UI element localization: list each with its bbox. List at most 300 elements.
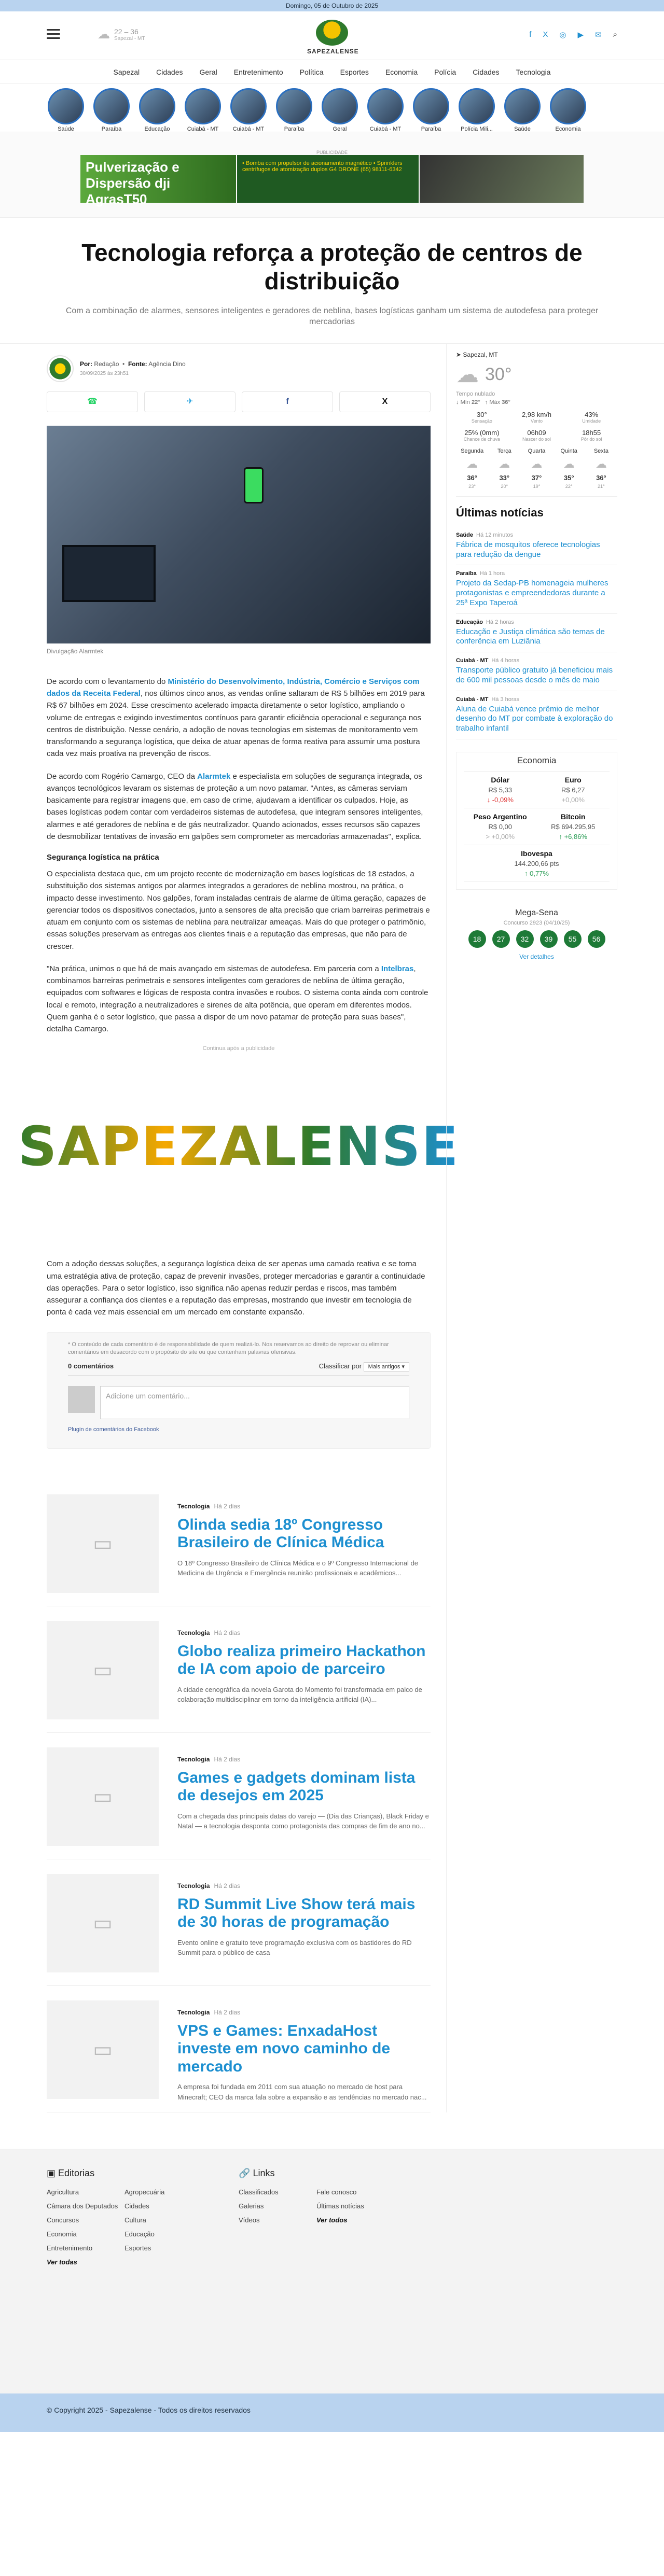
copyright-text: © Copyright 2025 - Sapezalense - Todos os direitos reservados	[47, 2405, 251, 2414]
related-time: Há 2 dias	[214, 1882, 241, 1889]
inline-ad-logo: SAPEZALENSE	[18, 1115, 460, 1179]
economy-title: Economia	[517, 755, 557, 765]
instagram-icon[interactable]: ◎	[559, 31, 566, 39]
story-label: Cuiabá - MT	[369, 126, 402, 132]
related-time: Há 2 dias	[214, 1755, 241, 1763]
weather-stat-label: Chance de chuva	[463, 436, 500, 442]
story-item[interactable]	[366, 88, 405, 132]
related-meta	[177, 1503, 431, 1510]
nav-item[interactable]: Esportes	[340, 67, 369, 76]
story-label: Paraíba	[284, 126, 305, 132]
cloud-icon: ☁	[499, 457, 510, 470]
economy-value: R$ 0,00	[488, 822, 513, 831]
link-alarmtek[interactable]: Alarmtek	[197, 772, 231, 781]
comment-box	[68, 1386, 409, 1419]
laptop-shape	[62, 545, 156, 602]
related-title[interactable]: Games e gadgets dominam lista de desejos em 2025	[177, 1769, 416, 1804]
latest-title[interactable]: Fábrica de mosquitos oferece tecnologias para redução da dengue	[456, 540, 600, 559]
nav-item[interactable]: Cidades	[156, 67, 183, 76]
lottery-ball: 27	[492, 930, 510, 948]
story-label: Polícia Mili...	[461, 126, 493, 132]
site-logo[interactable]	[307, 20, 357, 55]
forecast-day	[585, 448, 617, 489]
forecast-day-name: Segunda	[461, 447, 484, 454]
cloud-icon: ☁	[456, 361, 479, 387]
related-category: Tecnologia	[177, 1502, 210, 1510]
related-item[interactable]	[47, 1606, 431, 1733]
source-name: Agência Dino	[148, 360, 186, 368]
share-bar	[47, 391, 431, 412]
weather-stat	[511, 429, 563, 442]
sidebar	[446, 344, 617, 2112]
economy-item	[464, 772, 537, 808]
latest-time: Há 2 horas	[486, 619, 514, 625]
story-item[interactable]	[229, 88, 268, 132]
author-name: Redação	[94, 360, 119, 368]
ad-banner-g4drone[interactable]: • Bomba com propulsor de acionamento magnético • Sprinklers centrífugos de atomização duplos G4 DRONE (65) 98111-6342	[237, 155, 419, 203]
forecast-max: 36°	[467, 473, 477, 482]
related-excerpt: A empresa foi fundada em 2011 com sua atuação no mercado de host para Minecraft; CEO da marca fala sobre a expansão e as tendências no mercado nac...	[177, 2083, 427, 2101]
article-column	[18, 344, 460, 2112]
latest-category: Cuiabá - MT	[456, 696, 489, 703]
story-thumb	[459, 88, 495, 124]
header-temp-min: 22	[114, 27, 122, 36]
economy-item	[464, 808, 537, 845]
article-photo	[47, 426, 431, 643]
economy-item	[537, 772, 610, 808]
facebook-icon[interactable]: f	[529, 30, 532, 39]
story-thumb	[504, 88, 541, 124]
forecast-day	[488, 448, 520, 489]
latest-time: Há 12 minutos	[476, 531, 513, 538]
story-thumb	[139, 88, 175, 124]
content-wrap	[0, 343, 664, 2112]
paragraph-2	[47, 771, 431, 843]
links-title-text: Links	[253, 2167, 275, 2178]
weather-forecast	[456, 448, 617, 489]
related-time: Há 2 dias	[214, 2008, 241, 2016]
weather-city: ➤ Sapezal, MT	[456, 351, 498, 358]
latest-title[interactable]: Transporte público gratuito já beneficiou mais de 600 mil pessoas desde o mês de maio	[456, 666, 613, 684]
current-date: Domingo, 05 de Outubro de 2025	[285, 2, 379, 9]
story-thumb	[367, 88, 404, 124]
sort-select[interactable]: Mais antigos ▾	[364, 1362, 409, 1371]
story-label: Geral	[333, 126, 347, 132]
latest-time: Há 3 horas	[491, 696, 520, 703]
weather-now	[456, 361, 617, 388]
comments-count: 0 comentários	[68, 1362, 114, 1370]
forecast-day-name: Quinta	[560, 447, 577, 454]
weather-stat	[565, 429, 617, 442]
forecast-max: 35°	[563, 473, 574, 482]
related-meta	[177, 1756, 431, 1763]
header-weather[interactable]: ☁ 22 – 36 Sapezal - MT	[98, 27, 145, 41]
weather-stat-value: 18h55	[582, 428, 601, 437]
menu-icon[interactable]	[47, 29, 60, 39]
forecast-max: 37°	[531, 473, 542, 482]
footer-editoria-link[interactable]: Economia	[47, 2230, 77, 2238]
source-label: Fonte:	[128, 360, 147, 368]
weather-stat-label: Nascer do sol	[522, 436, 551, 442]
weather-stat-label: Umidade	[582, 418, 601, 424]
related-category: Tecnologia	[177, 1629, 210, 1636]
weather-stats	[456, 411, 617, 442]
weather-stat-value: 06h09	[527, 428, 546, 437]
story-label: Paraíba	[421, 126, 441, 132]
story-item[interactable]	[184, 88, 222, 132]
weather-stat-value: 2,98 km/h	[521, 410, 552, 418]
main-nav	[0, 60, 664, 84]
lottery-ball: 18	[468, 930, 486, 948]
economy-grid	[464, 771, 610, 882]
image-placeholder-icon: ▭	[47, 2000, 159, 2099]
article-subtitle: Com a combinação de alarmes, sensores inteligentes e geradores de neblina, bases logísticas ganham um sistema de autodefesa para proteger mercadorias	[65, 306, 599, 327]
latest-time: Há 1 hora	[479, 570, 505, 577]
related-text	[177, 2000, 431, 2101]
forecast-min: 20°	[501, 483, 508, 489]
forecast-day	[553, 448, 585, 489]
forecast-min: 21°	[597, 483, 605, 489]
article-header	[0, 218, 664, 343]
cloud-icon: ☁	[563, 457, 575, 470]
weather-temp: 30°	[485, 364, 512, 384]
footer-editoria-link[interactable]: Cultura	[125, 2216, 146, 2224]
forecast-day	[456, 448, 488, 489]
image-placeholder-icon: ▭	[47, 1874, 159, 1972]
footer-editoria-link[interactable]: Agricultura	[47, 2188, 79, 2196]
footer-editoria-link[interactable]: Cidades	[125, 2202, 149, 2210]
max-value: 36°	[502, 399, 510, 405]
paragraph-3: O especialista destaca que, em um projeto recente de modernização em bases logísticas de 18 estados, a substituição dos sistemas antigos por alarmes integrados a geradores de neblina mostrou, na prática, o impacto desse investimento. Nos galpões, foram instaladas centrais de alarme de última geração, capazes de gerenciar todos os dispositivos conectados, junto a sensores de alta precisão que criam barreiras perimetrais e atuam em conjunto com os sistemas de neblina para neutralizar ameaças. Mais do que proteger o patrimônio, essas soluções preservam as entregas aos clientes finais e a reputação das empresas, que não para de crescer.	[47, 870, 430, 951]
author-avatar	[47, 355, 74, 382]
min-label: Mín	[460, 399, 470, 405]
lottery-ball: 56	[588, 930, 605, 948]
economy-name: Bitcoin	[561, 812, 586, 821]
story-label: Educação	[144, 126, 170, 132]
related-time: Há 2 dias	[214, 1629, 241, 1636]
by-label: Por:	[80, 360, 92, 368]
related-item[interactable]	[47, 1859, 431, 1986]
link-intelbras[interactable]: Intelbras	[381, 964, 414, 973]
story-label: Cuiabá - MT	[232, 126, 265, 132]
latest-category: Paraíba	[456, 570, 477, 577]
comments-section	[47, 1332, 431, 1449]
latest-meta	[456, 532, 617, 538]
economy-value: 144.200,66 pts	[514, 859, 559, 867]
nav-item[interactable]: Política	[299, 67, 324, 76]
related-item[interactable]	[47, 1733, 431, 1859]
story-item[interactable]	[138, 88, 176, 132]
story-label: Economia	[555, 126, 581, 132]
weather-stat-value: 43%	[585, 410, 599, 418]
nav-item[interactable]: Economia	[385, 67, 418, 76]
max-label: Máx	[489, 399, 501, 405]
nav-item[interactable]: Geral	[199, 67, 217, 76]
story-item[interactable]	[458, 88, 496, 132]
weather-minmax: ↓ Mín 22° ↑ Máx 36°	[456, 399, 510, 405]
economy-item	[464, 845, 610, 882]
nav-item[interactable]: Entretenimento	[233, 67, 283, 76]
search-icon[interactable]: ⌕	[613, 30, 617, 39]
economy-value: R$ 5,33	[488, 786, 513, 794]
related-category: Tecnologia	[177, 1882, 210, 1889]
article-body	[18, 676, 460, 1319]
footer-editoria-link[interactable]: Esportes	[125, 2244, 151, 2252]
nav-item[interactable]: Sapezal	[113, 67, 140, 76]
min-value: 22°	[471, 399, 480, 405]
site-header	[0, 11, 664, 60]
weather-stat	[456, 411, 508, 424]
story-thumb	[550, 88, 586, 124]
story-thumb	[230, 88, 267, 124]
nav-item[interactable]: Cidades	[473, 67, 500, 76]
story-thumb	[93, 88, 130, 124]
related-excerpt: Com a chegada das principais datas do varejo — (Dia das Crianças), Black Friday e Natal — a tecnologia desponta como protagonista das compras de fim de ano no...	[177, 1812, 429, 1830]
share-facebook-button[interactable]: f	[242, 391, 333, 412]
link-ministerio[interactable]: Ministério do Desenvolvimento, Indústria, Comércio e Serviços com dados da Receita Federal	[47, 677, 420, 698]
footer-link[interactable]: Fale conosco	[316, 2188, 357, 2196]
story-item[interactable]	[549, 88, 587, 132]
section-heading: Segurança logística na prática	[47, 853, 159, 862]
footer-link[interactable]: Classificados	[239, 2188, 279, 2196]
top-date-bar	[0, 0, 664, 11]
forecast-max: 36°	[596, 473, 606, 482]
lottery-ball: 39	[540, 930, 558, 948]
weather-stat-value: 25% (0mm)	[464, 428, 500, 437]
footer-editoria-link[interactable]: Educação	[125, 2230, 155, 2238]
copyright-bar	[0, 2393, 664, 2432]
image-placeholder-icon: ▭	[47, 1747, 159, 1846]
related-title[interactable]: VPS e Games: EnxadaHost investe em novo caminho de mercado	[177, 2022, 391, 2075]
footer-editoria-link[interactable]: Concursos	[47, 2216, 79, 2224]
footer-links	[239, 2168, 431, 2266]
story-label: Paraíba	[101, 126, 122, 132]
related-excerpt: O 18º Congresso Brasileiro de Clínica Médica e o 9º Congresso Internacional de Medicina de Urgência e Emergência reunirão profissionais e acadêmicos...	[177, 1559, 419, 1577]
related-excerpt: A cidade cenográfica da novela Garota do Momento foi transformada em palco de colaboração multidisciplinar em torno da inteligência artificial (IA)...	[177, 1685, 422, 1703]
paragraph-4	[47, 963, 431, 1035]
latest-title[interactable]: Aluna de Cuiabá vence prêmio de melhor desenho do MT por combate à exploração do trabalho infantil	[456, 704, 613, 733]
logo-badge-icon	[316, 20, 348, 46]
latest-item[interactable]	[456, 691, 617, 739]
lottery-ball: 55	[564, 930, 582, 948]
publish-datetime: 30/09/2025 às 23h51	[80, 371, 129, 377]
forecast-day-name: Terça	[497, 447, 511, 454]
related-item[interactable]	[47, 1986, 431, 2112]
lottery-details-link[interactable]: Ver detalhes	[519, 953, 554, 960]
image-placeholder-icon: ▭	[47, 1494, 159, 1593]
economy-value: R$ 6,27	[561, 786, 585, 794]
story-item[interactable]	[503, 88, 542, 132]
editorias-icon: ▣	[47, 2167, 56, 2178]
economy-change: +0,00%	[561, 795, 585, 804]
ad-banner-drone-photo[interactable]	[420, 155, 584, 203]
latest-category: Saúde	[456, 531, 474, 538]
story-item[interactable]	[275, 88, 313, 132]
related-text	[177, 1494, 431, 1591]
lottery-ball: 32	[516, 930, 534, 948]
related-category: Tecnologia	[177, 1755, 210, 1763]
image-placeholder-icon: ▭	[47, 1621, 159, 1719]
inline-ad[interactable]	[18, 1056, 460, 1237]
photo-caption: Divulgação Alarmtek	[47, 647, 104, 655]
latest-category: Educação	[456, 619, 483, 625]
latest-title[interactable]: Projeto da Sedap-PB homenageia mulheres protagonistas e empreendedoras durante a 25ª Expo Taperoá	[456, 579, 608, 607]
cloud-icon: ☁	[531, 457, 543, 470]
story-label: Cuiabá - MT	[187, 126, 219, 132]
lottery-widget	[456, 908, 617, 961]
latest-title[interactable]: Educação e Justiça climática são temas de conferência em Luziânia	[456, 627, 605, 646]
related-title[interactable]: Globo realiza primeiro Hackathon de IA com apoio de parceiro	[177, 1642, 426, 1677]
header-temp-max: 36	[130, 27, 139, 36]
email-icon[interactable]: ✉	[595, 31, 602, 39]
forecast-min: 22°	[565, 483, 573, 489]
latest-item[interactable]	[456, 565, 617, 613]
economy-value: R$ 694.295,95	[551, 822, 596, 831]
weather-stat-value: 30°	[476, 410, 487, 418]
weather-city-name: Sapezal, MT	[463, 351, 498, 358]
footer-link[interactable]: Últimas notícias	[316, 2202, 364, 2210]
footer-editoria-link[interactable]: Entretenimento	[47, 2244, 93, 2252]
weather-stat	[565, 411, 617, 424]
related-excerpt: Evento online e gratuito teve programação exclusiva com os bastidores do RD Summit para o público de casa	[177, 1938, 412, 1956]
weather-condition: Tempo nublado	[456, 390, 495, 397]
comments-notice: * O conteúdo de cada comentário é de responsabilidade de quem realizá-lo. Nos reservamos ao direito de reprovar ou eliminar comentários em desacordo com o propósito do site ou que contenham palavras ofensivas.	[68, 1341, 389, 1356]
guest-avatar	[68, 1386, 95, 1413]
forecast-max: 33°	[499, 473, 510, 482]
weather-widget	[456, 351, 617, 497]
footer	[0, 2149, 664, 2393]
economy-widget	[456, 752, 617, 890]
footer-editoria-link[interactable]: Ver todas	[47, 2258, 77, 2266]
paragraph-5: Com a adoção dessas soluções, a segurança logística deixa de ser apenas uma camada reativa e se torna uma estratégia ativa de proteção, capaz de prevenir invasões, proteger mercadorias e garantir a continuidade das operações. Para o setor logístico, isso significa não apenas reduzir perdas e riscos, mas também assegurar a confiança dos clientes e a reputação das empresas, mostrando que investir em tecnologia de ponta é cada vez mais essencial em um mercado em constante expansão.	[47, 1259, 425, 1317]
footer-editoria-link[interactable]: Agropecuária	[125, 2188, 165, 2196]
story-thumb	[48, 88, 84, 124]
related-title[interactable]: RD Summit Live Show terá mais de 30 horas de programação	[177, 1895, 416, 1930]
story-item[interactable]	[412, 88, 450, 132]
weather-stat	[511, 411, 563, 424]
share-telegram-button[interactable]: ✈	[144, 391, 236, 412]
continue-label: Continua após a publicidade	[202, 1045, 275, 1052]
youtube-icon[interactable]: ▶	[577, 31, 584, 39]
site-name: SAPEZALENSE	[307, 48, 359, 55]
economy-name: Euro	[564, 775, 582, 784]
link-icon: 🔗	[239, 2167, 251, 2178]
share-whatsapp-button[interactable]: ☎	[47, 391, 138, 412]
related-list	[47, 1480, 431, 2112]
lottery-numbers	[456, 930, 617, 948]
related-text	[177, 1747, 431, 1844]
related-text	[177, 1874, 431, 1971]
latest-item[interactable]	[456, 527, 617, 566]
story-item[interactable]	[92, 88, 131, 132]
fb-plugin-link[interactable]: Plugin de comentários do Facebook	[68, 1426, 159, 1433]
editorias-links	[47, 2188, 202, 2266]
p2-text-a: De acordo com Rogério Camargo, CEO da	[47, 772, 198, 781]
p2-text-b: e especialista em soluções de segurança integrada, os avanços tecnológicos levaram os sistemas de proteção a um novo patamar. "Antes, as câmeras serviam basicamente para registrar imagens que, em caso de crime, ajudavam a identificar os culpados. Hoje, as bases logísticas podem contar com verdadeiros sistemas de autodefesa, que integram sensores inteligentes, alarmes e até geradores de neblina e de gás neutralizador. Quando acionados, esses recursos são capazes de desmobilizar tentativas de invasão em galpões sem comprometer as mercadorias armazenadas", explica.	[47, 772, 423, 841]
footer-link[interactable]: Vídeos	[239, 2216, 260, 2224]
latest-item[interactable]	[456, 652, 617, 691]
p4-text-b: , combinamos barreiras perimetrais e sensores inteligentes com geradores de neblina de última geração, equipados com softwares e lógicas de resposta contra invasões e roubos. O sistema conta ainda com controle local e remoto, integração a neutralizadores e sirenes de alta potência, que operam em diferentes modos. Quem ganha é o setor logístico, que passa a dispor de um novo patamar de proteção para suas bases", detalha Camargo.	[47, 964, 428, 1034]
story-label: Saúde	[514, 126, 531, 132]
story-item[interactable]	[47, 88, 85, 132]
latest-meta	[456, 657, 617, 664]
forecast-day-name: Sexta	[593, 447, 608, 454]
cloud-icon: ☁	[595, 457, 607, 470]
p1-text-b: , nos últimos cinco anos, as vendas online saltaram de R$ 5 bilhões em 2019 para R$ 67 bilhões em 2024. Esse crescimento acelerado impacta diretamente o setor logístico, ampliando o volume de entregas e exigindo investimentos contínuos para garantir eficiência operacional e segurança nos centros de distribuição. Nesse cenário, a adoção de novas tecnologias em sistemas de monitoramento vem transformando a segurança logística, que deixa de atuar apenas de forma reativa para assumir uma postura cada vez mais proativa na prevenção de riscos.	[47, 689, 425, 759]
story-thumb	[276, 88, 312, 124]
nav-item[interactable]: Polícia	[434, 67, 457, 76]
sort-label: Classificar por	[319, 1362, 362, 1370]
footer-links-title	[239, 2168, 431, 2179]
economy-change: ↑ +6,86%	[559, 832, 588, 841]
latest-time: Há 4 horas	[491, 657, 520, 664]
latest-item[interactable]	[456, 614, 617, 653]
latest-category: Cuiabá - MT	[456, 657, 489, 664]
economy-change: ↑ 0,77%	[524, 869, 549, 877]
p1-text-a: De acordo com o levantamento do	[47, 677, 168, 686]
forecast-min: 23°	[468, 483, 476, 489]
story-thumb	[185, 88, 221, 124]
footer-link[interactable]: Galerias	[239, 2202, 264, 2210]
share-x-button[interactable]: X	[339, 391, 431, 412]
phone-shape	[244, 467, 264, 503]
footer-editoria-link[interactable]: Câmara dos Deputados	[47, 2202, 118, 2210]
footer-link[interactable]: Ver todos	[316, 2216, 348, 2224]
ad-label: PUBLICIDADE	[316, 150, 348, 155]
nav-item[interactable]: Tecnologia	[516, 67, 551, 76]
latest-meta	[456, 570, 617, 577]
forecast-day-name: Quarta	[528, 447, 546, 454]
related-text	[177, 1621, 431, 1718]
weather-stat	[456, 429, 508, 442]
byline: Por: Redação • Fonte: Agência Dino 30/09/2025 às 23h51	[47, 352, 431, 391]
latest-meta	[456, 619, 617, 625]
economy-item	[537, 808, 610, 845]
related-time: Há 2 dias	[214, 1502, 241, 1510]
story-label: Saúde	[58, 126, 74, 132]
social-links	[529, 30, 617, 39]
economy-name: Peso Argentino	[473, 812, 527, 821]
footer-editorias-title	[47, 2168, 239, 2179]
comments-header	[68, 1362, 409, 1376]
p4-text-a: "Na prática, unimos o que há de mais avançado em sistemas de autodefesa. Em parceria com a	[47, 964, 381, 973]
comment-input[interactable]: Adicione um comentário...	[100, 1386, 409, 1419]
forecast-day	[520, 448, 552, 489]
stories-strip	[0, 84, 664, 132]
lottery-title: Mega-Sena	[515, 908, 558, 917]
related-title[interactable]: Olinda sedia 18º Congresso Brasileiro de Clínica Médica	[177, 1516, 384, 1551]
cloud-icon: ☁	[98, 27, 110, 41]
related-item[interactable]	[47, 1480, 431, 1606]
related-meta	[177, 2009, 431, 2016]
footer-links-list	[239, 2188, 394, 2224]
latest-title: Últimas notícias	[456, 506, 544, 519]
editorias-title-text: Editorias	[58, 2167, 95, 2178]
footer-editorias	[47, 2168, 239, 2266]
story-item[interactable]	[321, 88, 359, 132]
economy-name: Ibovespa	[521, 849, 552, 858]
paragraph-1	[47, 676, 431, 760]
x-icon[interactable]: X	[543, 30, 548, 39]
article-title: Tecnologia reforça a proteção de centros de distribuição	[81, 239, 583, 295]
ad-banner-dji[interactable]: Pulverização e Dispersão dji AgrasT50	[80, 155, 236, 203]
header-city: Sapezal - MT	[114, 36, 145, 41]
weather-stat-label: Vento	[530, 418, 543, 424]
latest-list	[456, 527, 617, 739]
story-thumb	[413, 88, 449, 124]
economy-change: ↓ -0,09%	[487, 795, 514, 804]
economy-change: > +0,00%	[486, 832, 515, 841]
